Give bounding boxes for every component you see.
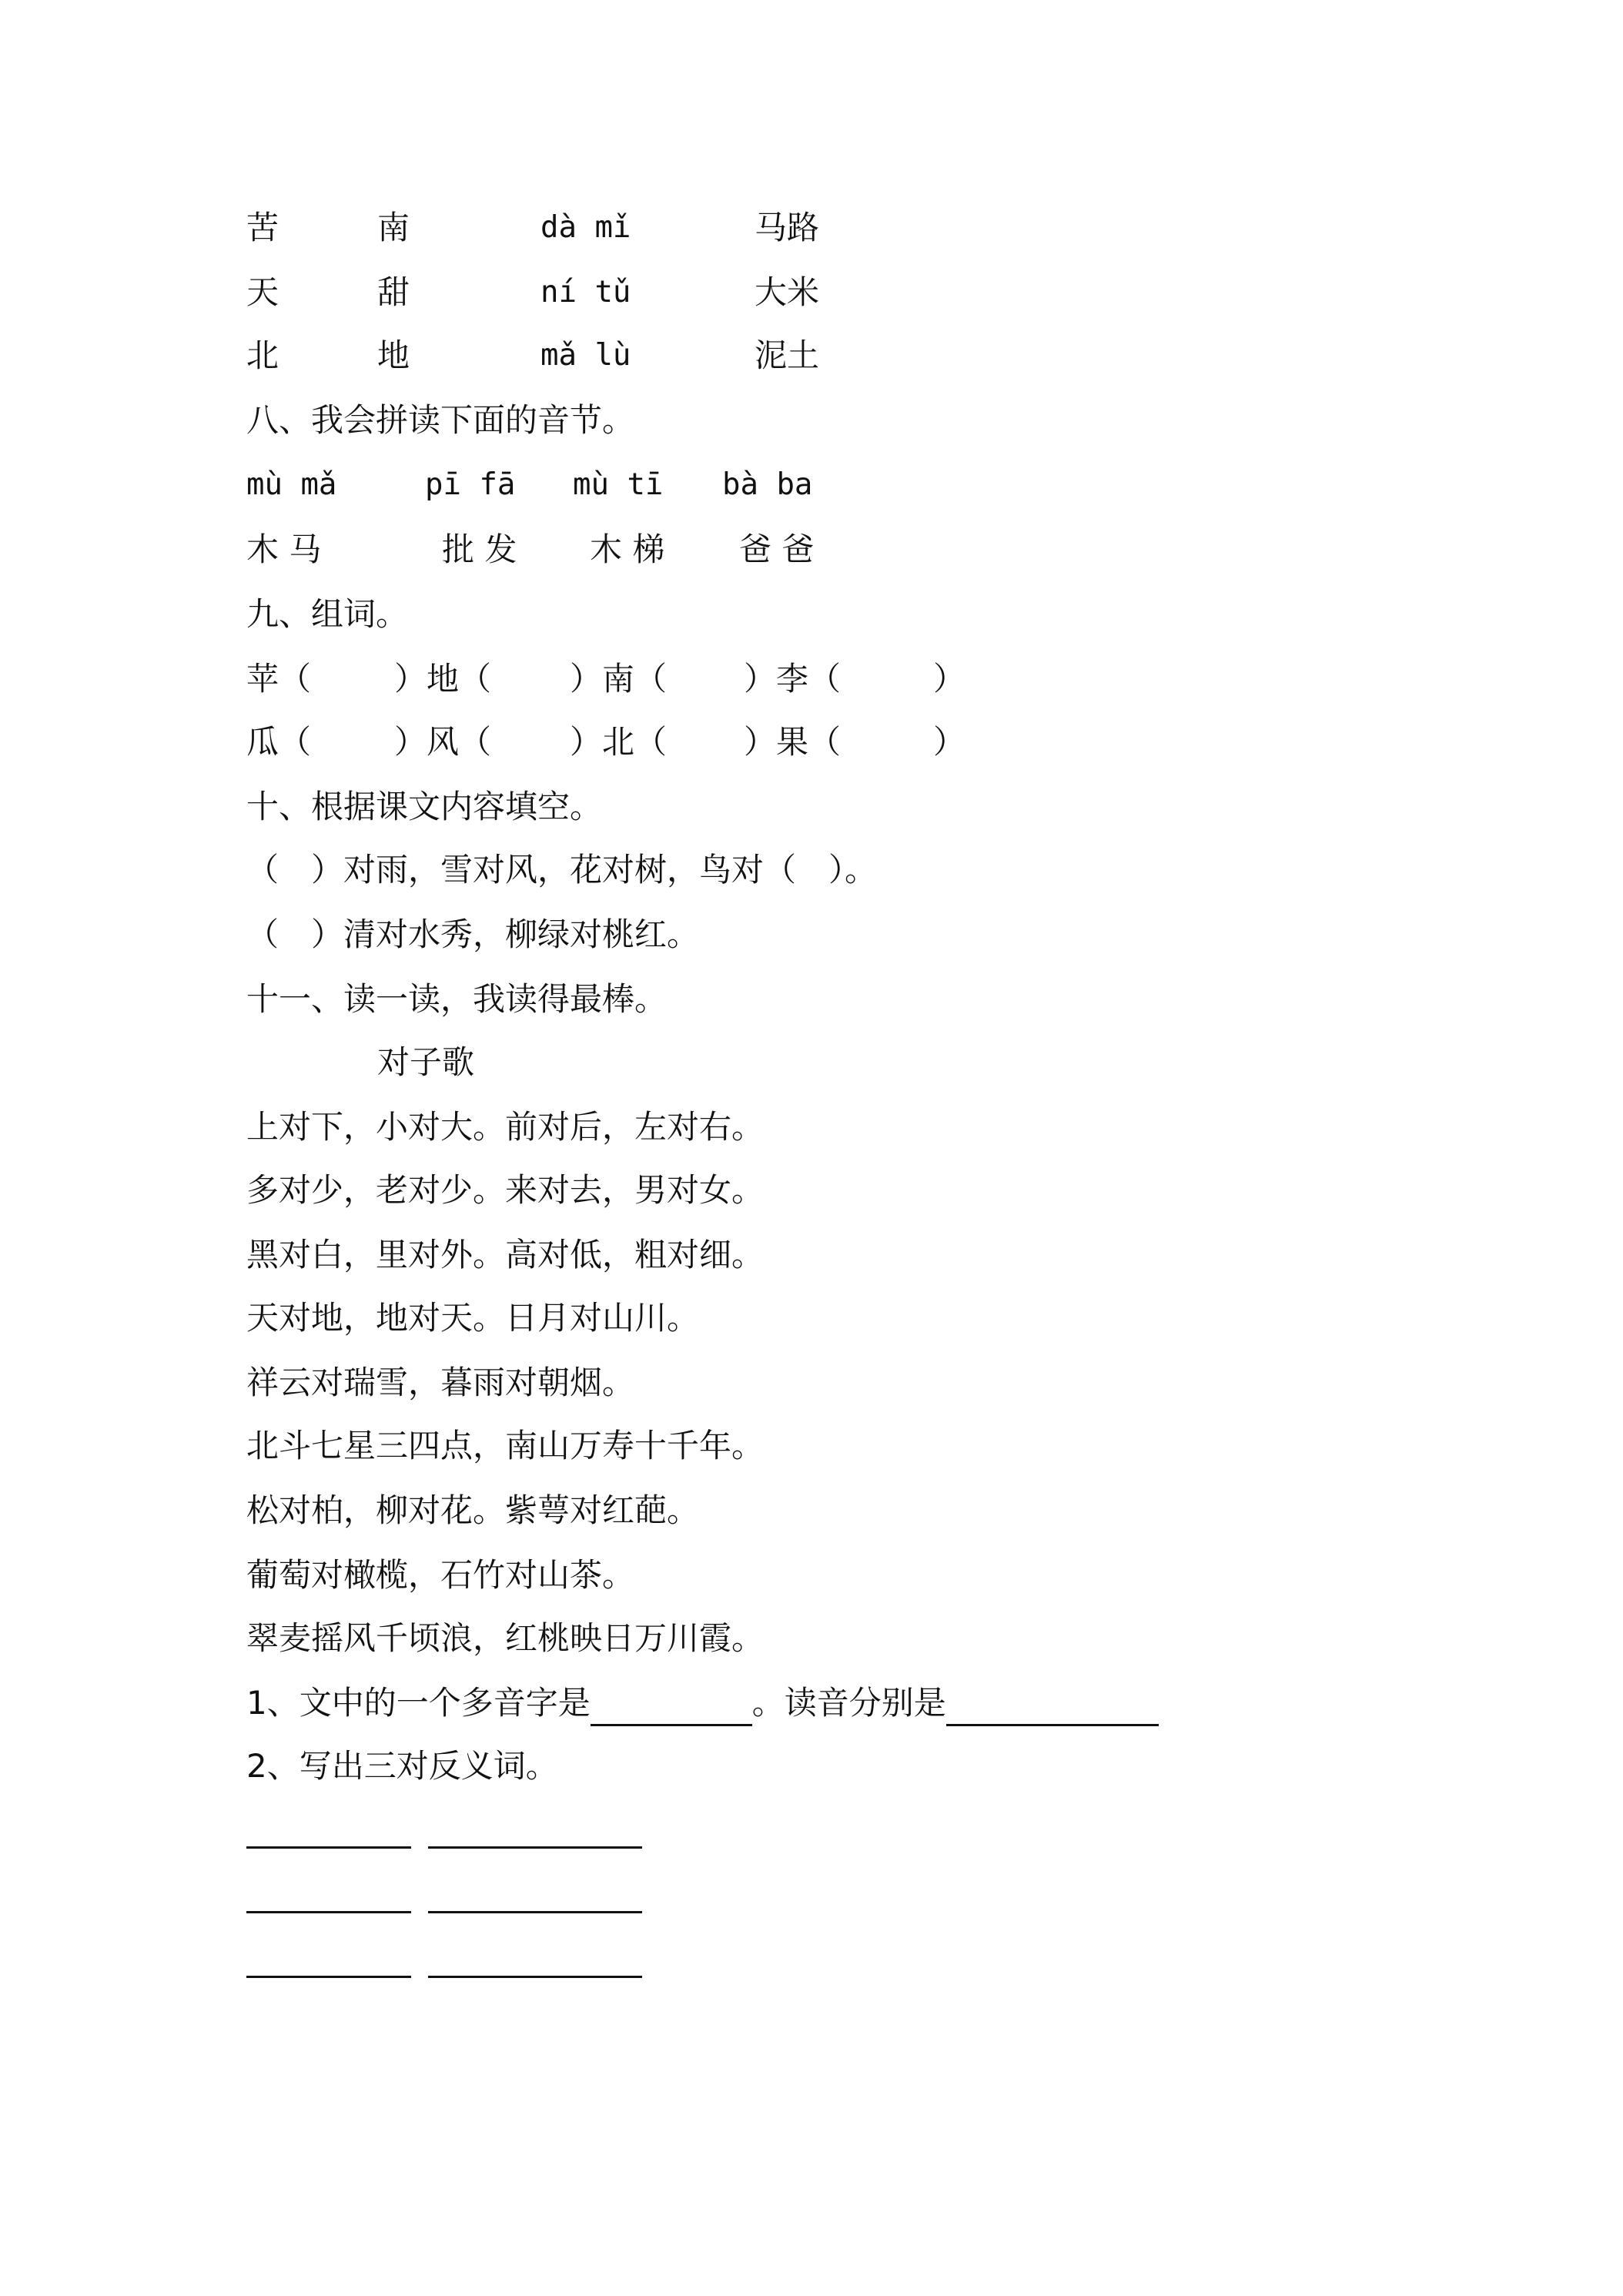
antonym-answer-blank[interactable] bbox=[428, 1846, 642, 1849]
pinyin-syllable: pī fā bbox=[425, 467, 516, 502]
word-group-cell: ）北（ bbox=[570, 723, 668, 761]
antonym-answer-blank[interactable] bbox=[246, 1846, 411, 1849]
question-2: 2、写出三对反义词。 bbox=[246, 1747, 558, 1785]
word-group-cell: ） bbox=[933, 723, 966, 761]
match-cell: 大米 bbox=[755, 273, 820, 311]
poem-line: 北斗七星三四点，南山万寿十千年。 bbox=[246, 1427, 765, 1464]
match-cell: ní tǔ bbox=[540, 275, 631, 310]
poem-line: 黑对白，里对外。高对低，粗对细。 bbox=[246, 1236, 765, 1274]
pronunciations-answer-blank[interactable] bbox=[946, 1689, 1159, 1726]
match-cell: 泥土 bbox=[755, 336, 820, 374]
antonym-answer-blank[interactable] bbox=[428, 1911, 642, 1913]
antonym-answer-blank[interactable] bbox=[246, 1976, 411, 1978]
match-cell: dà mǐ bbox=[540, 210, 631, 245]
question-1-text-b: 。读音分别是 bbox=[751, 1684, 946, 1722]
word-group-cell: ）南（ bbox=[570, 660, 668, 698]
antonym-answer-blank[interactable] bbox=[246, 1911, 411, 1913]
match-cell: 甜 bbox=[377, 273, 410, 311]
match-cell: 南 bbox=[377, 209, 410, 246]
match-cell: 苦 bbox=[246, 209, 279, 246]
word-group-cell: 瓜（ bbox=[246, 723, 312, 761]
section11-title: 十一、读一读，我读得最棒。 bbox=[246, 980, 668, 1018]
word-group-cell: 苹（ bbox=[246, 660, 312, 698]
poem-line: 松对柏，柳对花。紫萼对红葩。 bbox=[246, 1491, 700, 1529]
word-group-cell: ）果（ bbox=[744, 723, 842, 761]
question-1 bbox=[246, 1680, 1159, 1726]
section8-title: 八、我会拼读下面的音节。 bbox=[246, 401, 635, 439]
section9-title: 九、组词。 bbox=[246, 595, 409, 633]
pinyin-syllable: bà ba bbox=[722, 467, 813, 502]
match-cell: mǎ lù bbox=[540, 338, 631, 373]
hanzi-word: 批 发 bbox=[442, 530, 517, 568]
poem-title: 对子歌 bbox=[377, 1043, 475, 1081]
poem-line: 葡萄对橄榄，石竹对山茶。 bbox=[246, 1556, 635, 1594]
antonym-answer-blank[interactable] bbox=[428, 1976, 642, 1978]
word-group-cell: ） bbox=[933, 660, 966, 698]
match-cell: 地 bbox=[377, 336, 410, 374]
poem-line: 翠麦摇风千顷浪，红桃映日万川霞。 bbox=[246, 1619, 765, 1657]
word-group-cell: ）风（ bbox=[394, 723, 492, 761]
match-cell: 北 bbox=[246, 336, 279, 374]
pinyin-syllable: mù mǎ bbox=[246, 467, 337, 502]
poem-line: 上对下，小对大。前对后，左对右。 bbox=[246, 1108, 765, 1146]
fill-blank-line: （ ）对雨，雪对风，花对树，鸟对（ ）。 bbox=[246, 851, 878, 889]
hanzi-word: 木 马 bbox=[246, 530, 322, 568]
pinyin-syllable: mù tī bbox=[573, 467, 664, 502]
poem-line: 祥云对瑞雪，暮雨对朝烟。 bbox=[246, 1364, 635, 1401]
hanzi-word: 爸 爸 bbox=[739, 530, 815, 568]
word-group-cell: ）地（ bbox=[394, 660, 492, 698]
poem-line: 天对地，地对天。日月对山川。 bbox=[246, 1299, 700, 1337]
word-group-cell: ）李（ bbox=[744, 660, 842, 698]
match-cell: 马路 bbox=[755, 209, 820, 246]
section10-title: 十、根据课文内容填空。 bbox=[246, 788, 603, 825]
polyphone-answer-blank[interactable] bbox=[591, 1689, 752, 1726]
hanzi-word: 木 梯 bbox=[590, 530, 665, 568]
match-cell: 天 bbox=[246, 273, 279, 311]
fill-blank-line: （ ）清对水秀，柳绿对桃红。 bbox=[246, 915, 700, 953]
poem-line: 多对少，老对少。来对去，男对女。 bbox=[246, 1171, 765, 1209]
question-1-text-a: 1、文中的一个多音字是 bbox=[246, 1684, 591, 1722]
